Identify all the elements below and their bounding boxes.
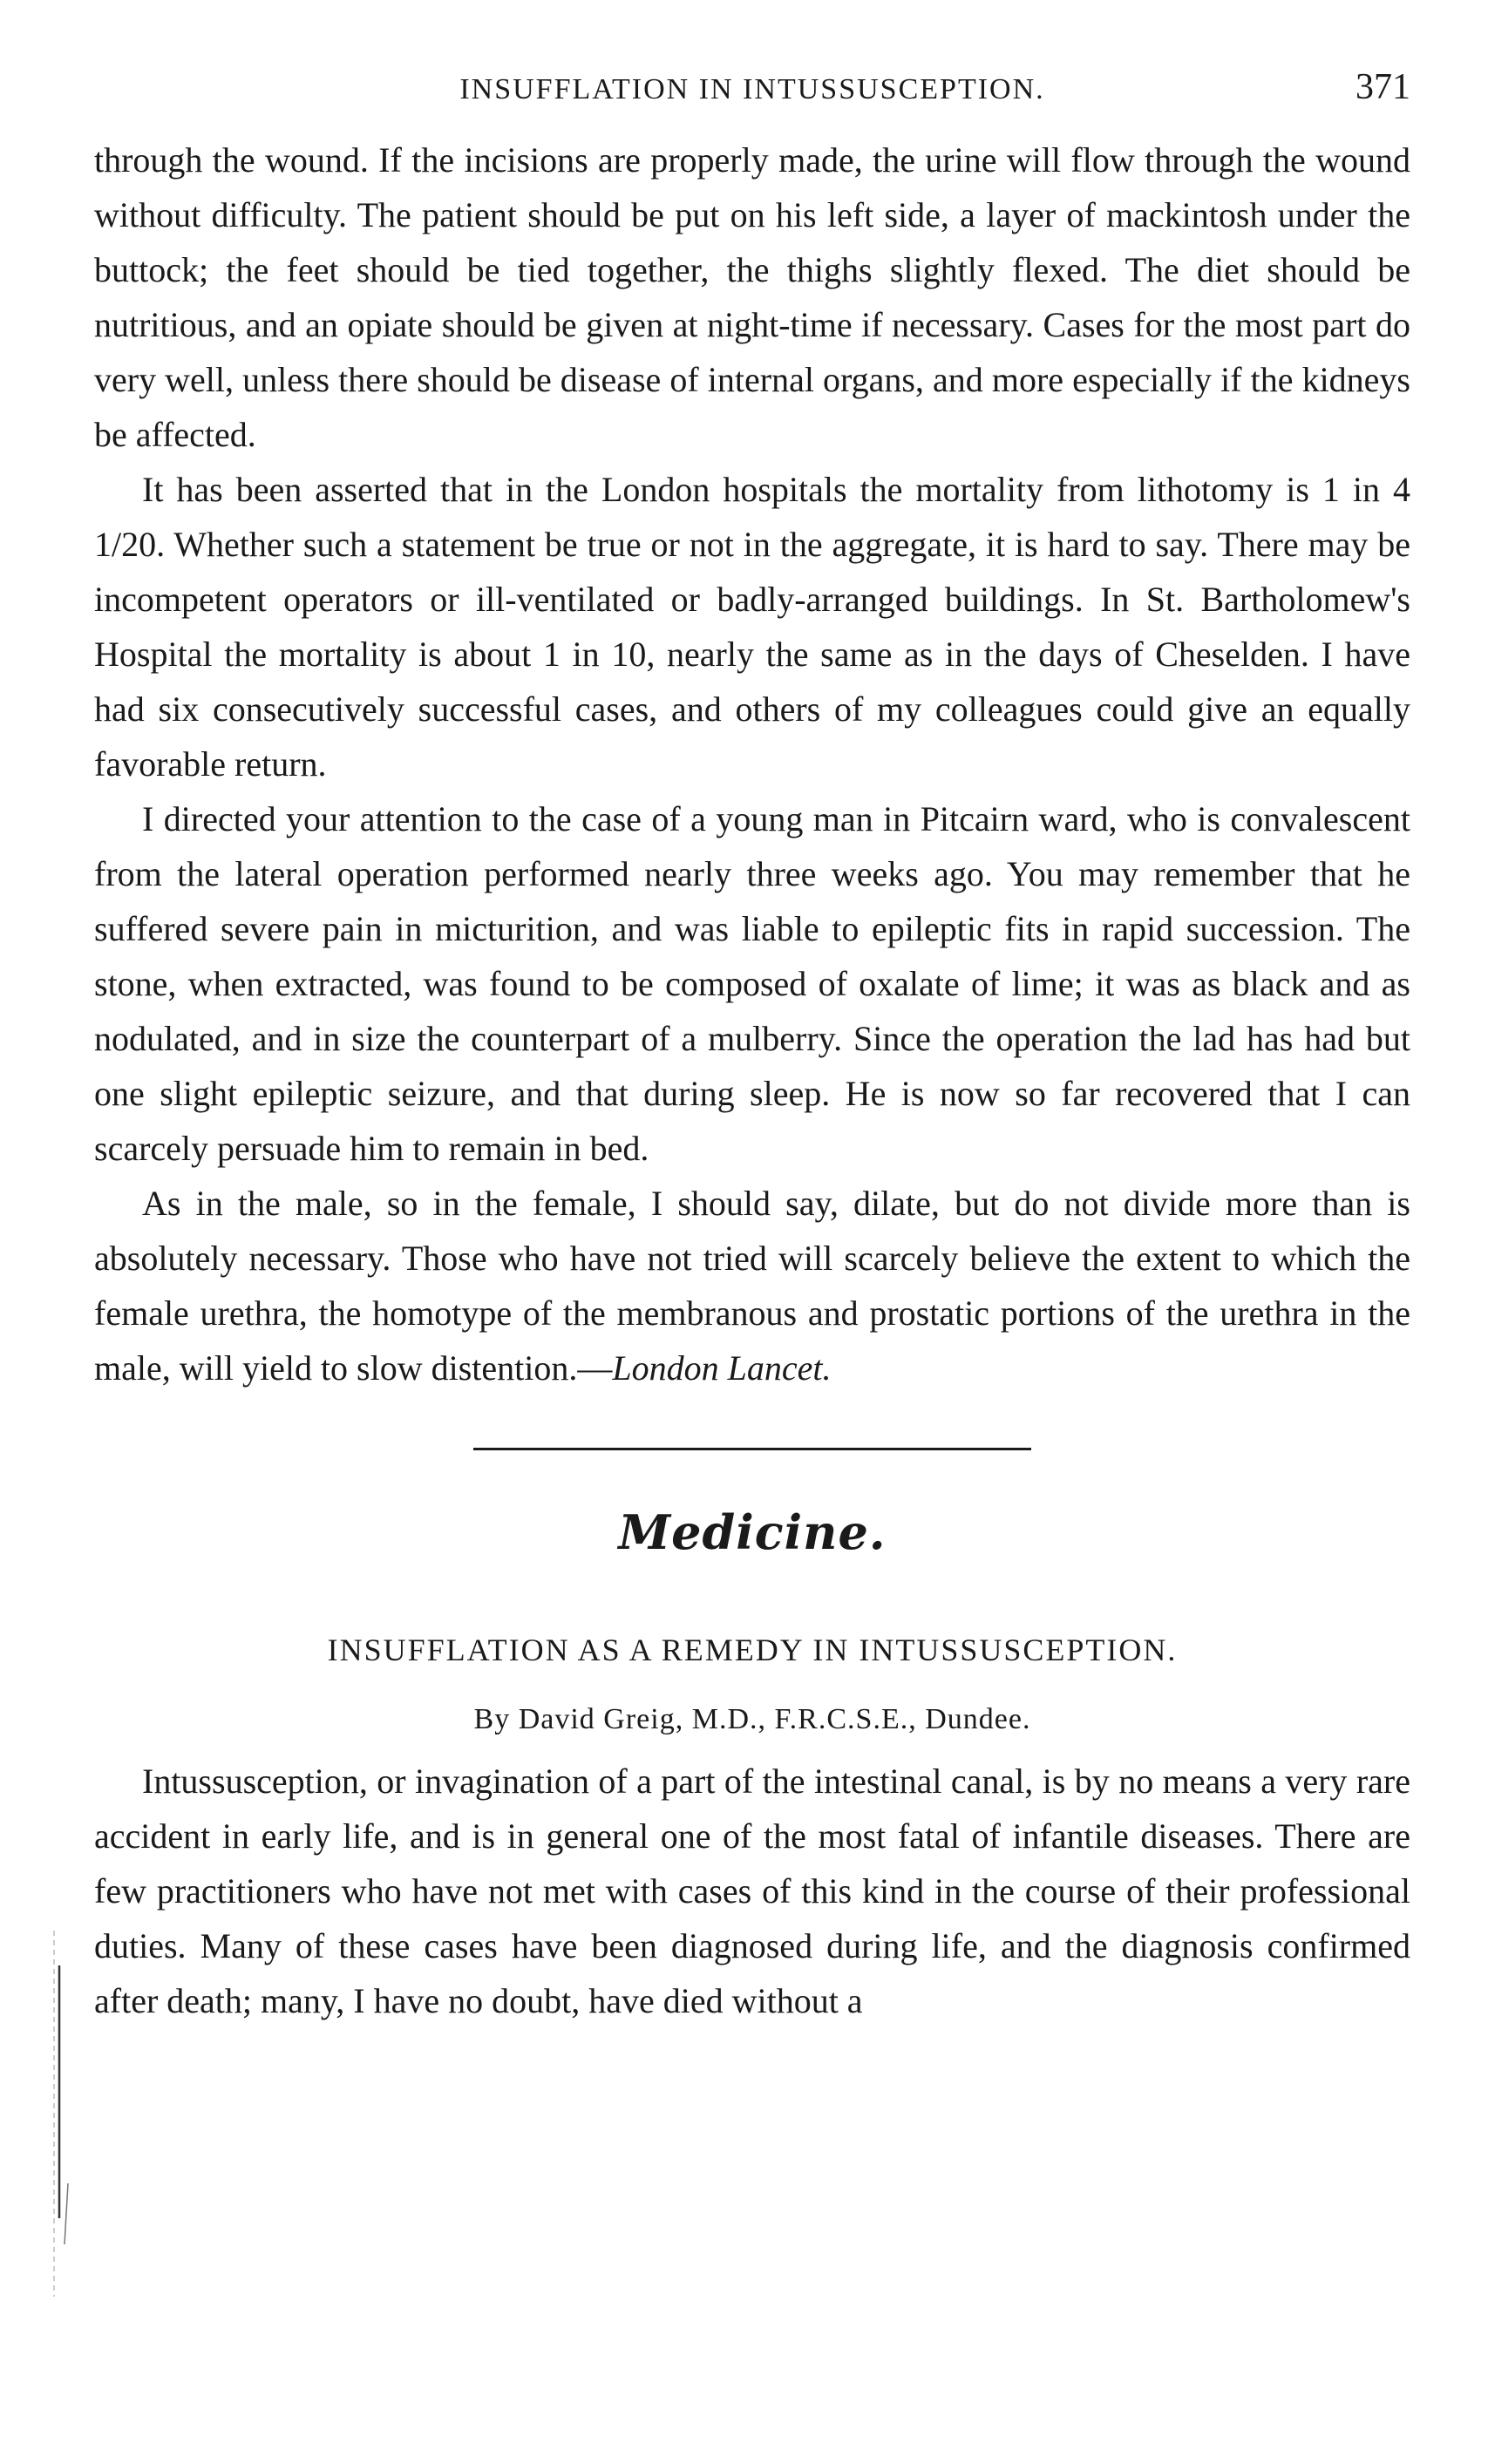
paragraph-continued: through the wound. If the incisions are properly made, the urine will flow through the wound without difficulty. The patient should be put on his left side, a layer of mackintosh under the buttock; the feet should be tied together, the thighs slightly flexed. The diet should be nutritious, and an opiate should be given at night-time if necessary. Cases for the most part do very well, unless there should be disease of internal organs, and more especially if the kidneys be affected. <box>94 140 1410 454</box>
margin-scan-marks <box>51 1931 71 2297</box>
paragraph-female-text: As in the male, so in the female, I should say, dilate, but do not divide more than is absolutely necessary. Those who have not tried will scarcely believe the extent to which the female urethra, the homotype of the membranous and prostatic portions of the urethra in the male, will yield to slow distention.— <box>94 1184 1410 1388</box>
page-header <box>94 54 1410 132</box>
section-divider <box>473 1448 1031 1450</box>
paragraph-case-report: I directed your attention to the case of a young man in Pitcairn ward, who is convalescent from the lateral operation performed nearly three weeks ago. You may remember that he suffered severe pain in micturition, and was liable to epileptic fits in rapid succession. The stone, when extracted, was found to be composed of oxalate of lime; it was as black and as nodulated, and in size the counterpart of a mulberry. Since the operation the lad has had but one slight epileptic seizure, and that during sleep. He is now so far recovered that I can scarcely persuade him to remain in bed. <box>94 799 1410 1168</box>
article-title: INSUFFLATION AS A REMEDY IN INTUSSUSCEPTION. <box>327 1632 1178 1667</box>
paragraph-mortality: It has been asserted that in the London hospitals the mortality from lithotomy is 1 in 4 1/20. Whether such a statement be true or not in the aggregate, it is hard to say. There may be incompetent operators or ill-ventilated or badly-arranged buildings. In St. Bartholomew's Hospital the mortality is about 1 in 10, nearly the same as in the days of Cheselden. I have had six consecutively successful cases, and others of my colleagues could give an equally favorable return. <box>94 470 1410 784</box>
article-byline: By David Greig, M.D., F.R.C.S.E., Dundee. <box>473 1703 1031 1735</box>
section-heading: Medicine. <box>618 1504 887 1560</box>
article-body: Intussusception, or invagination of a part of the intestinal canal, is by no means a very rare accident in early life, and is in general one of the most fatal of infantile diseases. There are few practitioners who have not met with cases of this kind in the course of their professional duties. Many of these cases have been diagnosed during life, and the diagnosis confirmed after death; many, I have no doubt, have died without a <box>94 1761 1410 2020</box>
page <box>94 54 1410 2028</box>
running-title: INSUFFLATION IN INTUSSUSCEPTION. <box>459 73 1045 105</box>
source-citation: London Lancet. <box>612 1348 832 1388</box>
paragraph-female <box>94 1176 1410 1395</box>
page-number: 371 <box>1356 67 1410 107</box>
